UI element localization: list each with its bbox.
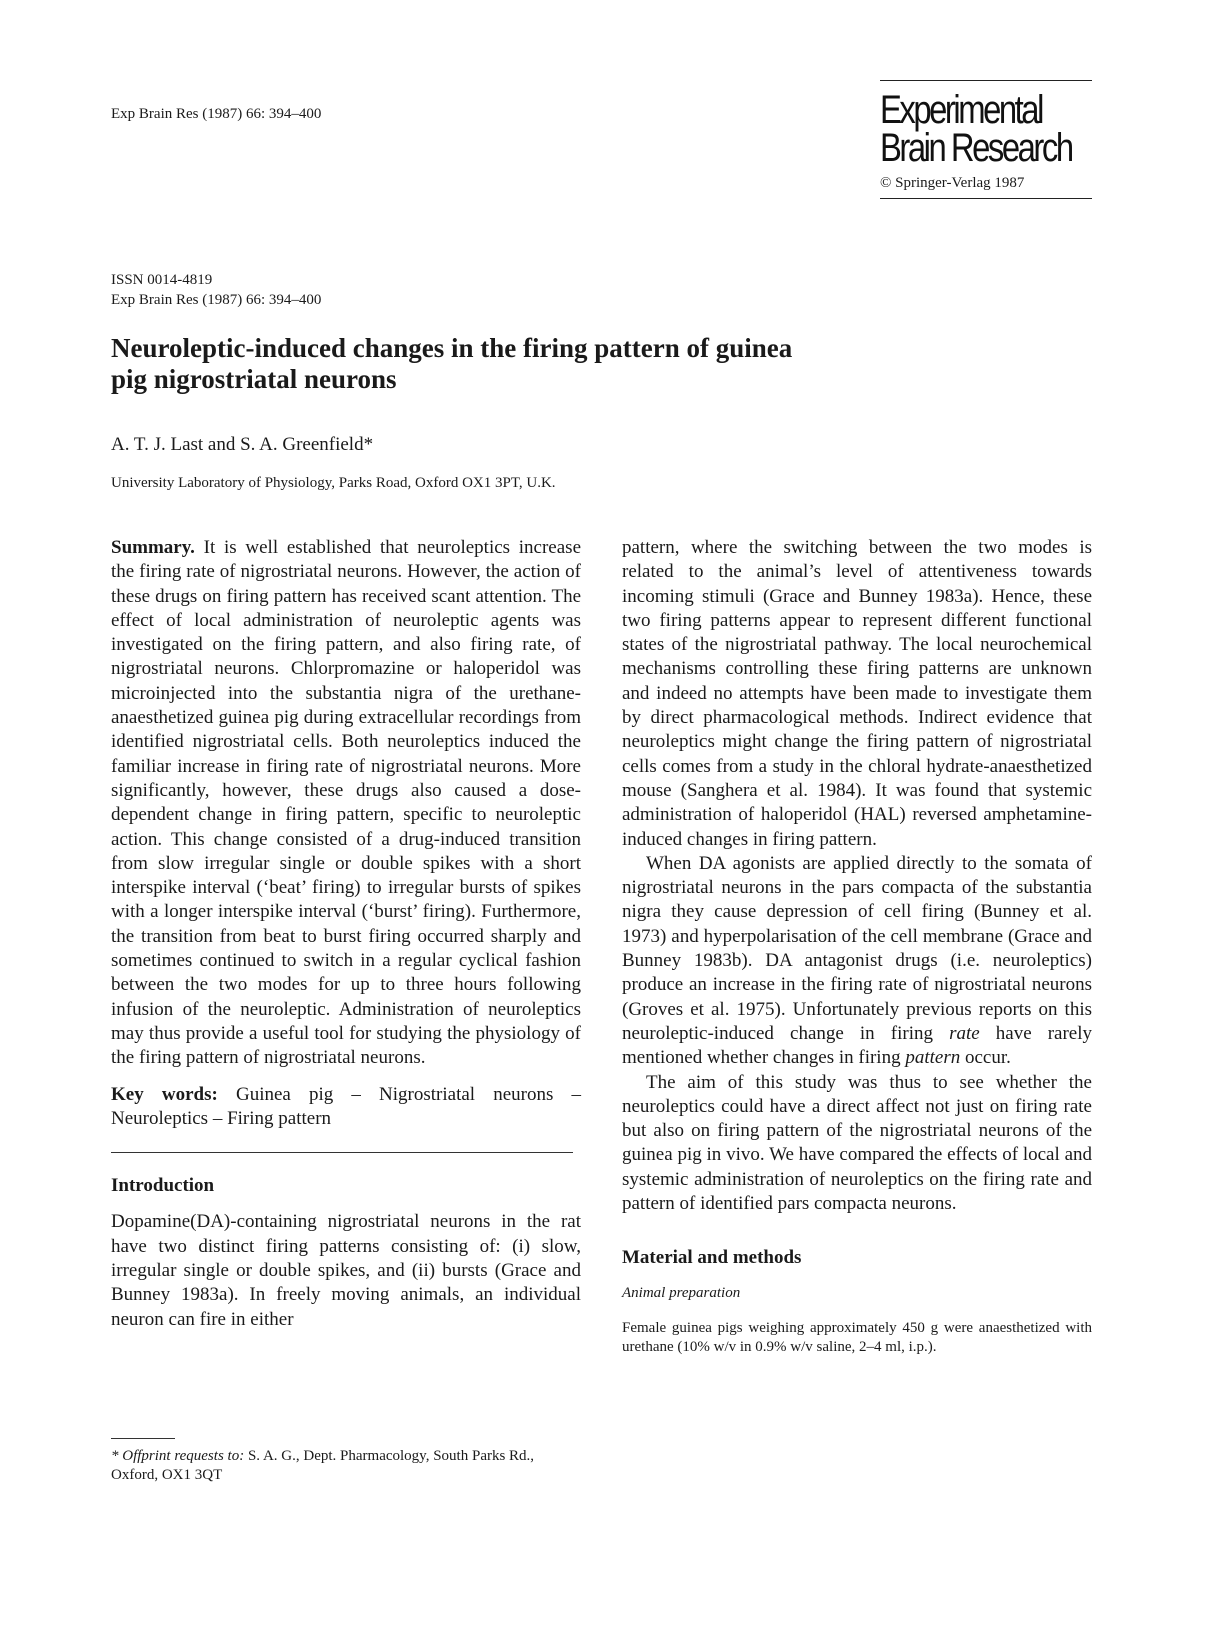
methods-paragraph: Female guinea pigs weighing approximately 450 g were anaesthetized with urethane (10% w/v in 0.9% w/v saline, 2–4 ml, i.p.). <box>622 1319 1092 1355</box>
journal-bottom-rule <box>880 198 1092 199</box>
copyright-notice: © Springer-Verlag 1987 <box>880 175 1025 191</box>
introduction-paragraph-2 <box>622 852 1092 1071</box>
journal-top-rule <box>880 80 1092 81</box>
summary-paragraph <box>111 536 581 1071</box>
journal-logo-line1: Experimental <box>880 88 1042 132</box>
journal-logo-line2: Brain Research <box>880 126 1072 170</box>
keywords-paragraph <box>111 1083 581 1132</box>
intro-p2-part-b: have rarely mentioned whether changes in firing <box>622 1022 1093 1069</box>
section-divider <box>111 1152 573 1153</box>
intro-p2-pattern: pattern <box>905 1047 961 1069</box>
introduction-paragraph-3: The aim of this study was thus to see whether the neuroleptics could have a direct affect not just on firing rate but also on firing pattern of the nigrostriatal neurons of the guinea pig in vivo. We have compared the effects of local and systemic administration of neuroleptics on the firing rate and pattern of identified pars compacta neurons. <box>622 1071 1092 1215</box>
introduction-paragraph-1-continued: pattern, where the switching between the two modes is related to the animal’s level of attentiveness towards incoming stimuli (Grace and Bunney 1983a). Hence, these two firing patterns appear to represent different functional states of the nigrostriatal pathway. The local neurochemical mechanisms controlling these firing patterns are unknown and indeed no attempts have been made to investigate them by direct pharmacological methods. Indirect evidence that neuroleptics might change the firing pattern of nigrostriatal cells comes from a study in the chloral hydrate-anaesthetized mouse (Sanghera et al. 1984). It was found that systemic administration of haloperidol (HAL) reversed amphetamine-induced changes in firing pattern. <box>622 537 1092 850</box>
article-authors: A. T. J. Last and S. A. Greenfield* <box>111 434 374 455</box>
right-column <box>622 536 1092 1357</box>
footnote-label: * Offprint requests to: <box>111 1448 245 1464</box>
keywords-label: Key words: <box>111 1083 218 1105</box>
citation: Exp Brain Res (1987) 66: 394–400 <box>111 292 322 308</box>
summary-text: It is well established that neuroleptics increase the firing rate of nigrostriatal neurons. However, the action of these drugs on firing pattern has received scant attention. The effect of local administration of neuroleptic agents was investigated on the firing pattern, and also firing rate, of nigrostriatal neurons. Chlorpromazine or haloperidol was microinjected into the substantia nigra of the urethane-anaesthetized guinea pig during extracellular recordings from identified nigrostriatal cells. Both neuroleptics induced the familiar increase in firing rate of nigrostriatal neurons. More significantly, however, these drugs also caused a dose-dependent change in firing pattern, specific to neuroleptic action. This change consisted of a drug-induced transition from slow irregular single or double spikes with a short interspike interval (‘beat’ firing) to irregular bursts of spikes with a longer interspike interval (‘burst’ firing). Furthermore, the transition from beat to burst firing occurred sharply and sometimes continued to switch in a regular cyclical fashion between the two modes for up to three hours following infusion of the neuroleptic. Administration of neuroleptics may thus provide a useful tool for studying the physiology of the firing pattern of nigrostriatal neurons. <box>111 537 582 1069</box>
introduction-heading: Introduction <box>111 1175 215 1197</box>
footnote-text: S. A. G., Dept. Pharmacology, South Parks Rd., Oxford, OX1 3QT <box>111 1448 535 1483</box>
intro-p2-rate: rate <box>949 1022 980 1044</box>
article-title: Neuroleptic-induced changes in the firing pattern of guinea pig nigrostriatal neurons <box>111 333 793 394</box>
journal-logo-block <box>880 80 1092 199</box>
keywords-text: Guinea pig – Nigrostriatal neurons – Neuroleptics – Firing pattern <box>111 1083 582 1129</box>
intro-p2-part-c: occur. <box>964 1047 1011 1069</box>
footnote <box>111 1447 581 1485</box>
journal-logo <box>880 88 1072 170</box>
introduction-paragraph-1: Dopamine(DA)-containing nigrostriatal neurons in the rat have two distinct firing patterns consisting of: (i) slow, irregular single or double spikes, and (ii) bursts (Grace and Bunney 1983a). In freely moving animals, an individual neuron can fire in either <box>111 1211 581 1330</box>
animal-preparation-subheading: Animal preparation <box>622 1284 741 1301</box>
intro-p2-part-a: When DA agonists are applied directly to the somata of nigrostriatal neurons in the pars compacta of the substantia nigra they cause depression of cell firing (Bunney et al. 1973) and hyperpolarisation of the cell membrane (Grace and Bunney 1983b). DA antagonist drugs (i.e. neuroleptics) produce an increase in the firing rate of nigrostriatal neurons (Groves et al. 1975). Unfortunately previous reports on this neuroleptic-induced change in firing <box>622 852 1092 1044</box>
running-citation: Exp Brain Res (1987) 66: 394–400 <box>111 106 322 122</box>
summary-label: Summary. <box>111 537 195 558</box>
left-column <box>111 536 581 1332</box>
issn: ISSN 0014-4819 <box>111 272 213 288</box>
footnote-rule <box>111 1438 175 1439</box>
issn-block <box>111 270 321 310</box>
article-affiliation: University Laboratory of Physiology, Parks Road, Oxford OX1 3PT, U.K. <box>111 475 556 491</box>
methods-heading: Material and methods <box>622 1247 802 1269</box>
